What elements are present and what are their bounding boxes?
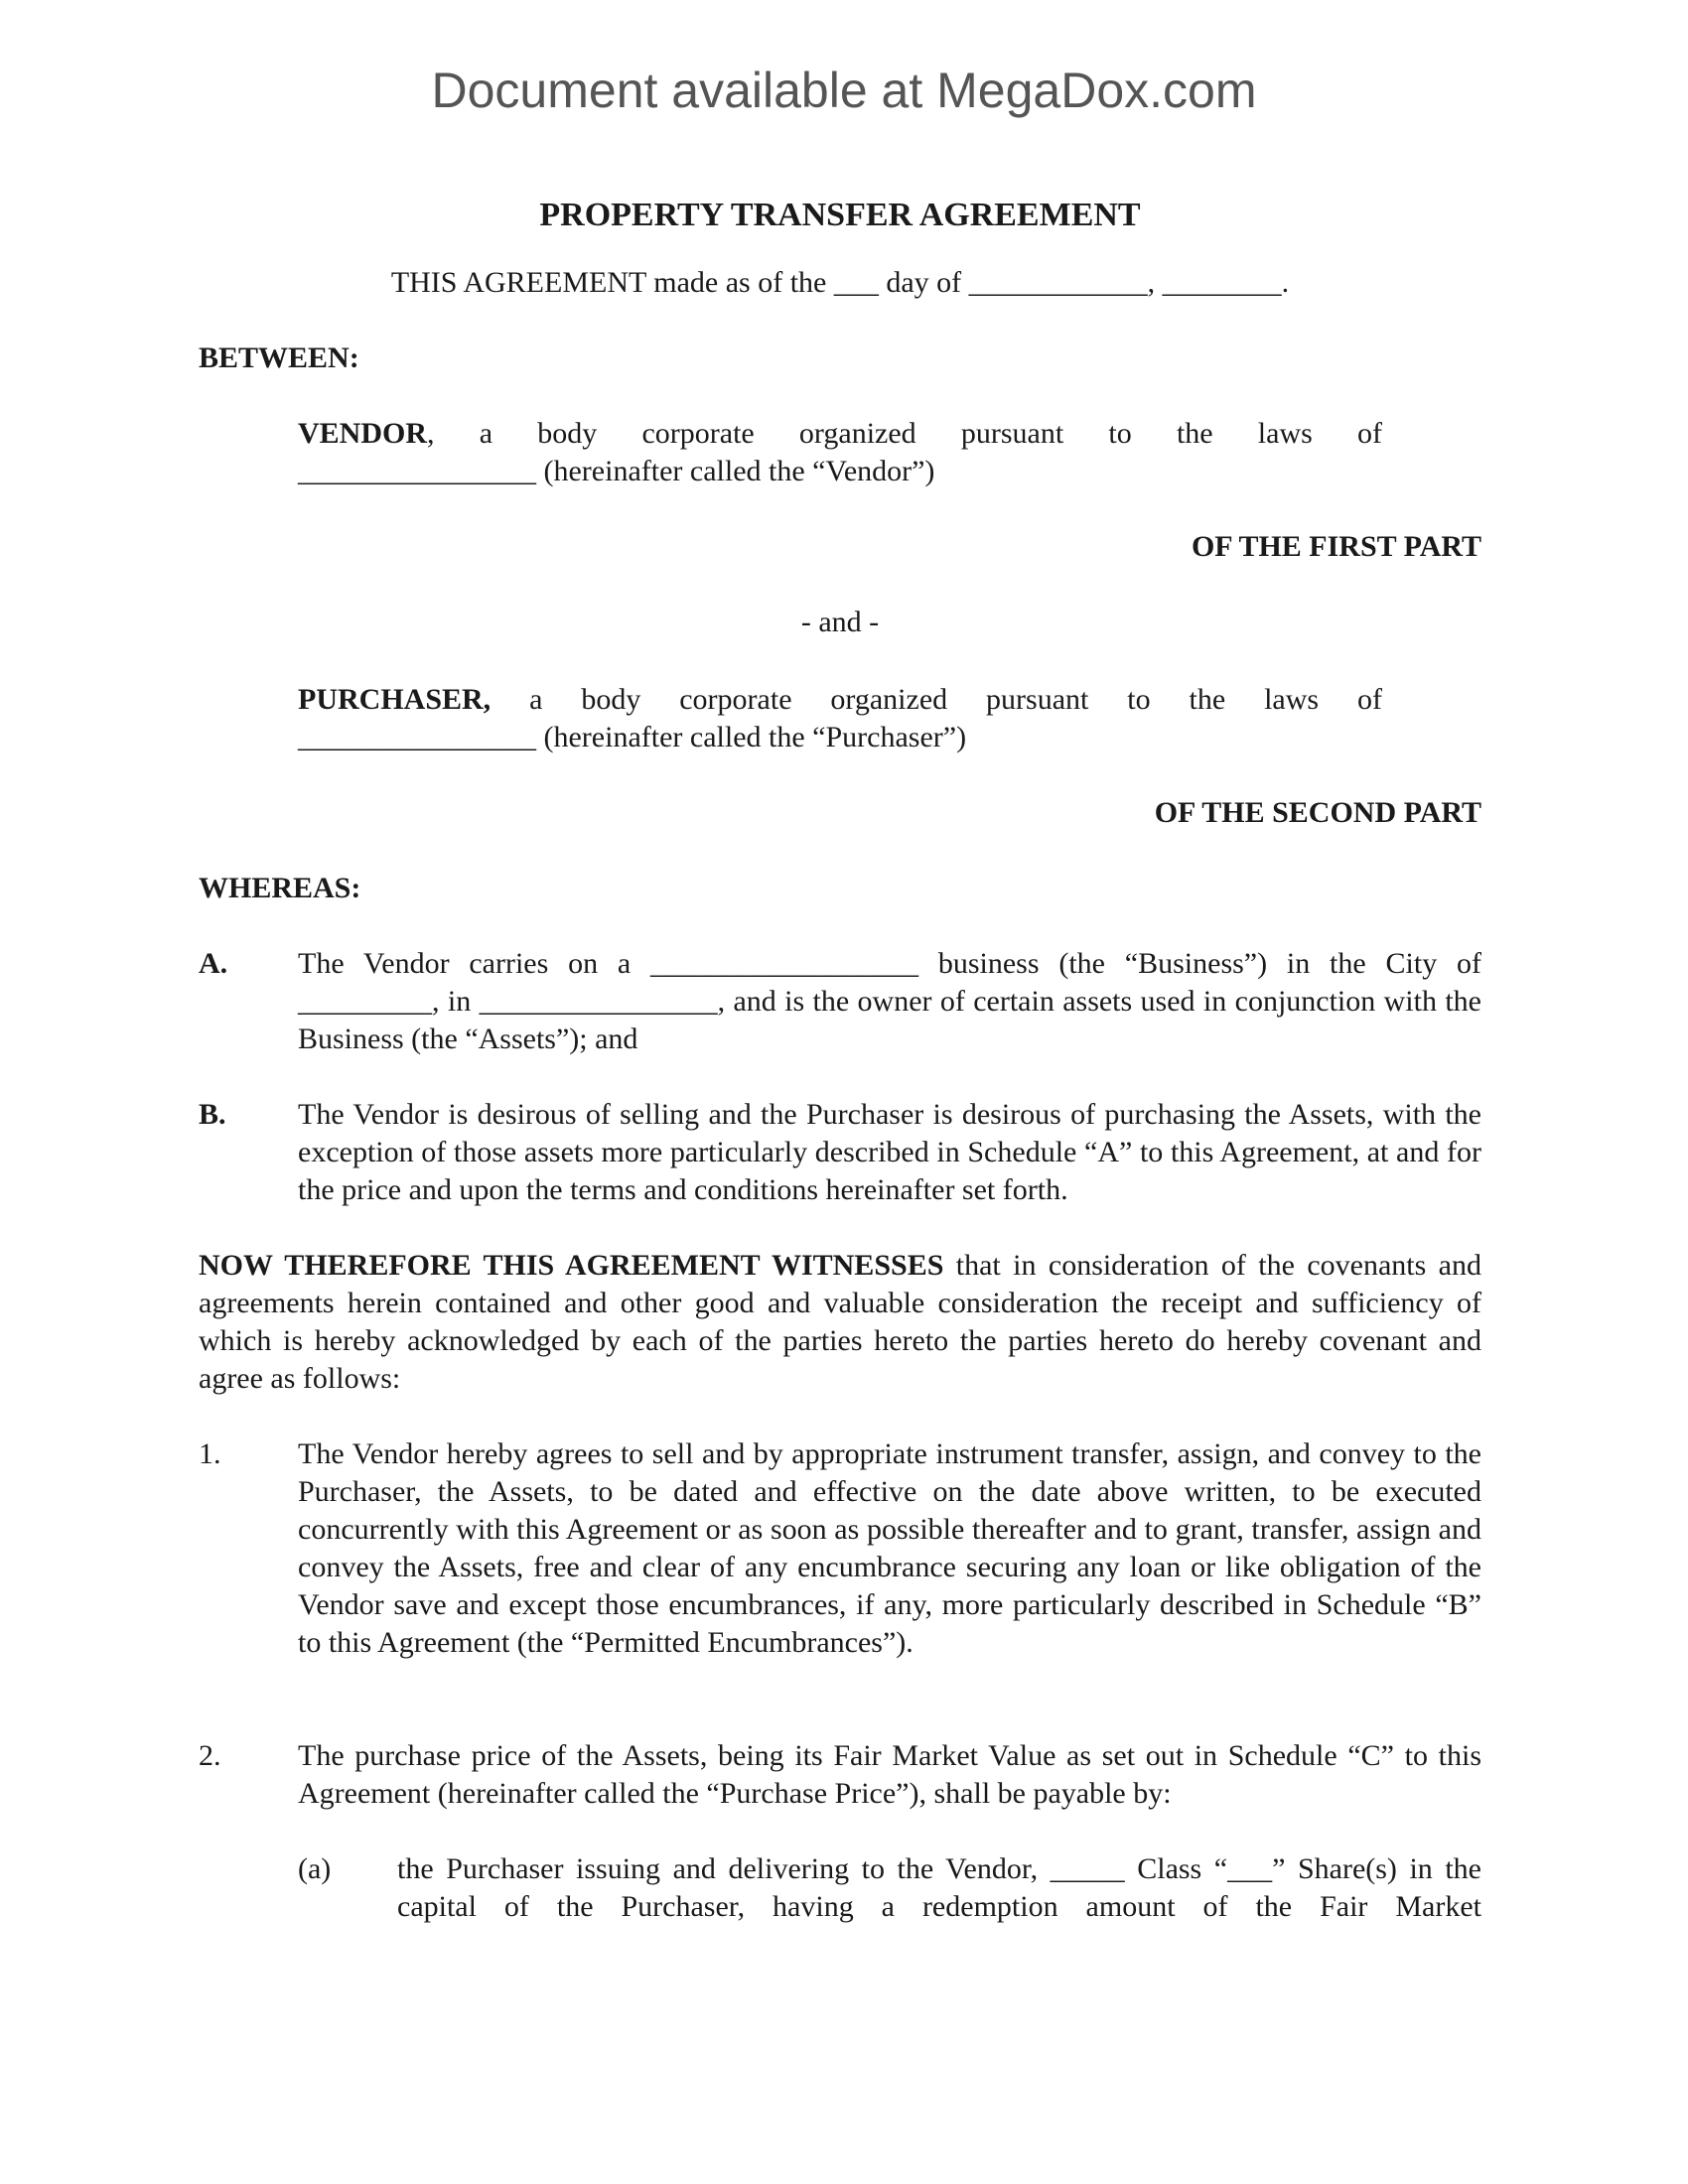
purchaser-line-2: ________________ (hereinafter called the “Purchaser”) <box>298 721 967 753</box>
witnesses-text: that in consideration of the covenants and agreements herein contained and other good and valuable consideration the receipt and sufficiency of which is hereby acknowledged by each of the parties hereto the parties hereto do hereby covenant and agree as follows: <box>199 1249 1481 1395</box>
agreement-date-line: THIS AGREEMENT made as of the ___ day of ____________, ________. <box>390 266 1290 299</box>
between-label: BETWEEN: <box>199 341 359 374</box>
recital-text: The Vendor is desirous of selling and the Purchaser is desirous of purchasing the Assets, with the exception of those assets more particularly described in Schedule “A” to this Agreement, at and for the price and upon the terms and conditions hereinafter set forth. <box>298 1098 1481 1206</box>
now-therefore-paragraph <box>199 1247 1481 1398</box>
recital-text: The Vendor carries on a __________________ business (the “Business”) in the City of _________, in ________________, and is the owner of certain assets used in conjunction with the Business (the “Assets”); and <box>298 947 1481 1055</box>
purchaser-line-1 <box>298 681 1382 719</box>
clause-label: 1. <box>199 1437 221 1470</box>
and-separator: - and - <box>800 606 880 638</box>
first-part-label: OF THE FIRST PART <box>1191 530 1481 563</box>
vendor-description: , a body corporate organized pursuant to the laws of <box>427 417 1382 450</box>
purchaser-name: PURCHASER, <box>298 683 492 716</box>
clause-label: 2. <box>199 1739 221 1772</box>
second-part-label: OF THE SECOND PART <box>1154 796 1481 829</box>
vendor-line-1 <box>298 415 1382 453</box>
subclause-text: the Purchaser issuing and delivering to the Vendor, _____ Class “___” Share(s) in the capital of the Purchaser, having a redemption amount of the Fair Market <box>397 1852 1481 1923</box>
recital-label: B. <box>199 1098 226 1131</box>
subclause-label: (a) <box>298 1852 332 1885</box>
purchaser-description: a body corporate organized pursuant to the laws of <box>491 683 1382 716</box>
witnesses-heading: NOW THEREFORE THIS AGREEMENT WITNESSES <box>199 1249 944 1282</box>
clause-text: The Vendor hereby agrees to sell and by appropriate instrument transfer, assign, and convey to the Purchaser, the Assets, to be dated and effective on the date above written, to be executed concurrently with this Agreement or as soon as possible thereafter and to grant, transfer, assign and convey the Assets, free and clear of any encumbrance securing any loan or like obligation of the Vendor save and except those encumbrances, if any, more particularly described in Schedule “B” to this Agreement (the “Permitted Encumbrances”). <box>298 1437 1481 1659</box>
whereas-label: WHEREAS: <box>199 872 361 904</box>
vendor-line-2: ________________ (hereinafter called the “Vendor”) <box>298 455 935 487</box>
watermark: Document available at MegaDox.com <box>431 63 1257 118</box>
clause-text: The purchase price of the Assets, being its Fair Market Value as set out in Schedule “C” to this Agreement (hereinafter called the “Purchase Price”), shall be payable by: <box>298 1739 1481 1810</box>
recital-label: A. <box>199 947 228 980</box>
vendor-name: VENDOR <box>298 417 428 450</box>
document-title: PROPERTY TRANSFER AGREEMENT <box>539 197 1141 233</box>
